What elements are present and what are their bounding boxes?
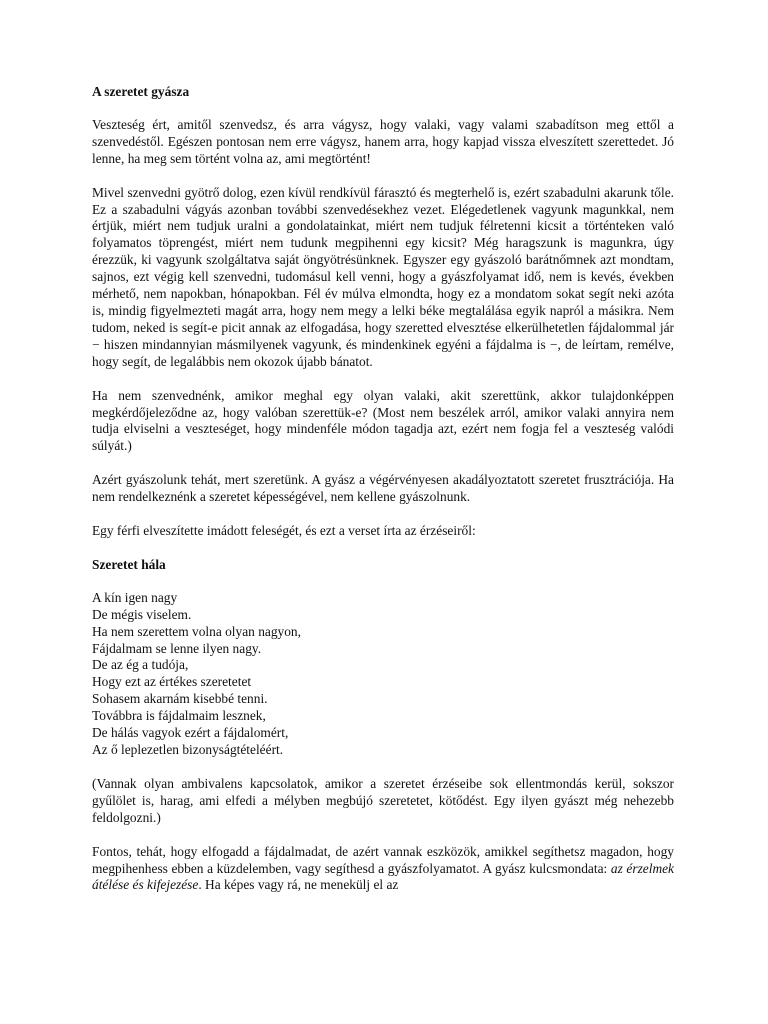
paragraph-7-emphasis: az érzelmek átélése és kifejezése xyxy=(92,860,674,893)
poem-line: A kín igen nagy xyxy=(92,589,178,605)
paragraph-2: Mivel szenvedni gyötrő dolog, ezen kívül rendkívül fárasztó és megterhelő is, ezért szabadulni akarunk tőle. Ez a szabadulni vágyás azonban további szenvedésekhez vezet. Elégedetlenek vagyunk magunkkal, nem értjük, miért nem tudjuk uralni a gondolatainkat, miért nem tudjuk félretenni kicsit a történteken való folyamatos töprengést, miért nem tudunk megpihenni egy kicsit? Még haragszunk is magunkra, úgy érezzük, ki vagyunk szolgáltatva saját öngyötrésünknek. Egyszer egy gyászoló barátnőmnek azt mondtam, sajnos, ezt végig kell szenvedni, tudomásul kell venni, hogy a gyászfolyamat idő, nem is kevés, években mérhető, nem napokban, hónapokban. Fél év múlva elmondta, hogy ez a mondatom sokat segít neki azóta is, mindig figyelmezteti magát arra, hogy nem megy a lelki béke megtalálása egyik napról a másikra. Nem tudom, neked is segít-e picit annak az elfogadása, hogy szeretted elvesztése elkerülhetetlen fájdalommal jár − hiszen mindannyian másmilyenek vagyunk, és mindenkinek egyéni a fájdalma is −, de leírtam, remélve, hogy segít, de legalábbis nem okozok újabb bánatot. xyxy=(92,184,674,369)
paragraph-1: Veszteség ért, amitől szenvedsz, és arra vágysz, hogy valaki, vagy valami szabadítson meg ettől a szenvedéstől. Egészen pontosan nem erre vágysz, hanem arra, hogy kapjad vissza elveszített szerettedet. Jó lenne, ha meg sem történt volna az, ami megtörtént! xyxy=(92,116,674,166)
paragraph-5: Egy férfi elveszítette imádott feleségét, és ezt a verset írta az érzéseiről: xyxy=(92,523,476,539)
paragraph-3: Ha nem szenvednénk, amikor meghal egy olyan valaki, akit szerettünk, akkor tulajdonképpen megkérdőjeleződne az, hogy valóban szerettük-e? (Most nem beszélek arról, amikor valaki annyira nem tudja elviselni a veszteséget, hogy mindenféle módon tagadja azt, ezért nem fogja fel a veszteség valódi súlyát.) xyxy=(92,387,674,454)
poem-line: Ha nem szerettem volna olyan nagyon, xyxy=(92,623,301,639)
document-page xyxy=(92,84,674,911)
paragraph-6: (Vannak olyan ambivalens kapcsolatok, amikor a szeretet érzéseibe sok ellentmondás kerül, sokszor gyűlölet is, harag, ami elfedi a mélyben megbújó szeretetet, kötődést. Egy ilyen gyászt még nehezebb feldolgozni.) xyxy=(92,775,674,825)
poem-line: Sohasem akarnám kisebbé tenni. xyxy=(92,691,268,707)
paragraph-7-start: Fontos, tehát, hogy elfogadd a fájdalmadat, de azért vannak eszközök, amikkel segíthetsz magadon, hogy megpihenhess ebben a küzdelemben, vagy segíthesd a gyászfolyamatot. A gyász kulcsmondata: xyxy=(92,843,674,876)
paragraph-7 xyxy=(92,844,674,895)
paragraph-7-end: . Ha képes vagy rá, ne menekülj el az xyxy=(198,877,399,893)
poem-line: De az ég a tudója, xyxy=(92,657,189,673)
poem-line: De hálás vagyok ezért a fájdalomért, xyxy=(92,725,289,741)
poem-line: Továbbra is fájdalmaim lesznek, xyxy=(92,708,266,724)
paragraph-4: Azért gyászolunk tehát, mert szeretünk. A gyász a végérvényesen akadályoztatott szeretet frusztrációja. Ha nem rendelkeznénk a szeretet képességével, nem kellene gyászolnunk. xyxy=(92,472,674,505)
poem xyxy=(92,590,674,759)
poem-line: Fájdalmam se lenne ilyen nagy. xyxy=(92,640,262,656)
document-title: A szeretet gyásza xyxy=(92,84,190,99)
poem-line: Az ő leplezetlen bizonyságtételéért. xyxy=(92,742,284,757)
poem-line: De mégis viselem. xyxy=(92,606,192,622)
poem-line: Hogy ezt az értékes szeretetet xyxy=(92,674,252,690)
poem-title: Szeretet hála xyxy=(92,556,166,572)
